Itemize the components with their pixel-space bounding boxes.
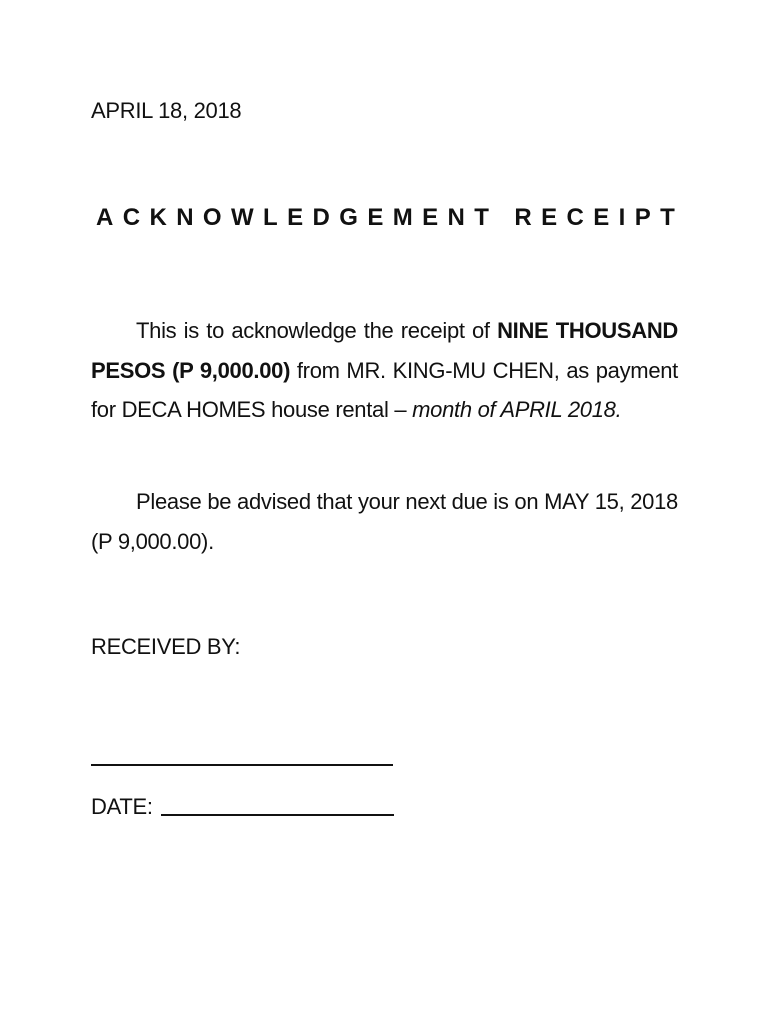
document-title: ACKNOWLEDGEMENT RECEIPT <box>96 204 685 231</box>
received-by-label: RECEIVED BY: <box>91 634 241 659</box>
paragraph-text-before: This is to acknowledge the receipt of <box>136 318 498 343</box>
period-text: month of APRIL 2018. <box>412 397 622 422</box>
acknowledgement-paragraph <box>91 311 678 430</box>
next-due-text: Please be advised that your next due is on MAY 15, 2018 (P 9,000.00). <box>91 489 678 554</box>
document-date: APRIL 18, 2018 <box>91 98 242 123</box>
paragraph-text-middle: from MR. KING-MU CHEN, as payment for DECA HOMES house rental – <box>91 357 678 422</box>
amount-text: NINE THOUSAND PESOS (P 9,000.00) <box>91 318 678 383</box>
date-line <box>161 814 394 816</box>
date-label: DATE: <box>91 794 153 819</box>
date-field <box>91 794 394 820</box>
signature-line <box>91 764 393 766</box>
next-due-paragraph <box>91 482 678 561</box>
